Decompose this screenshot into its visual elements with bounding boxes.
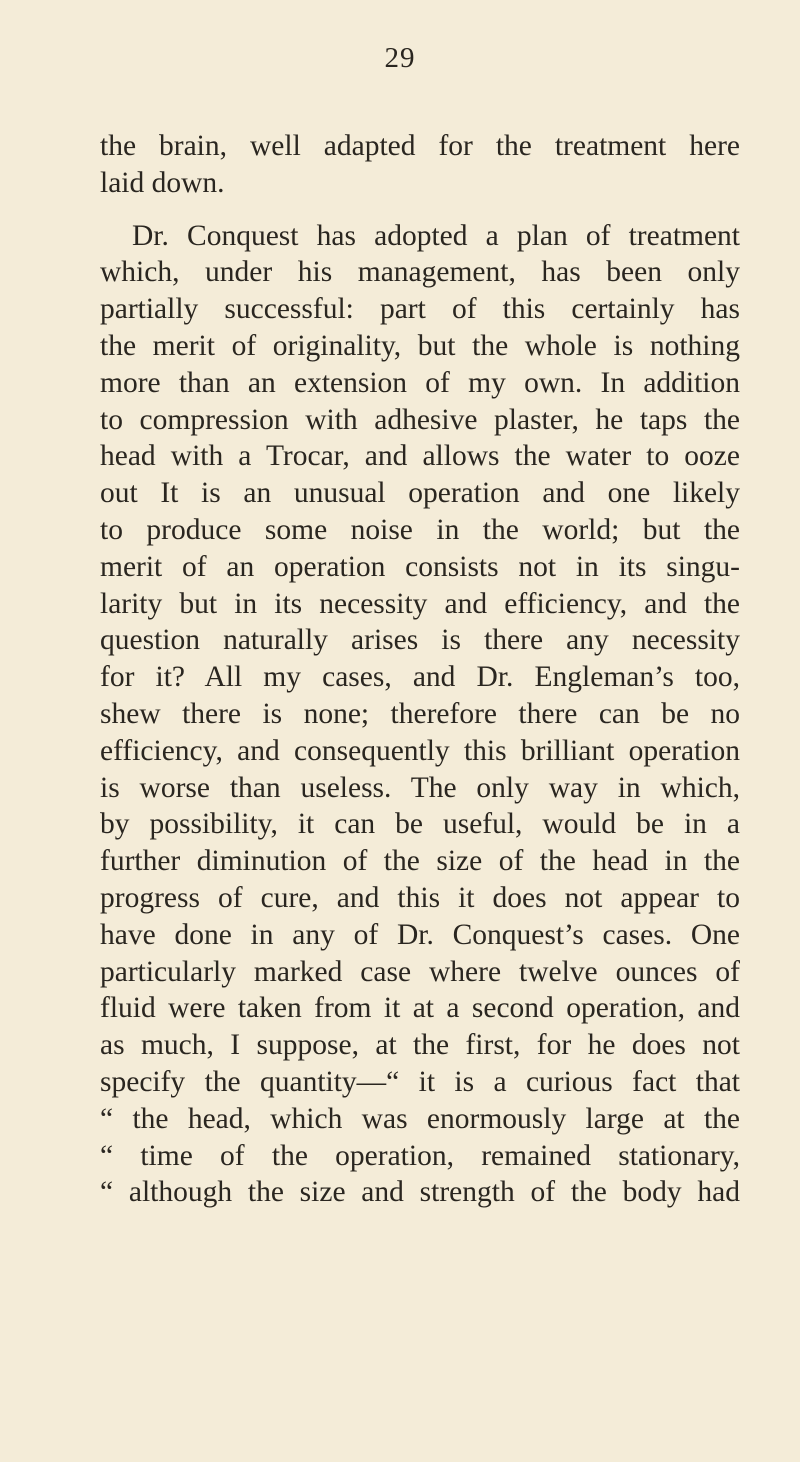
- text-line: as much, I suppose, at the first, for he does not: [100, 1029, 740, 1062]
- text-line: by possibility, it can be useful, would be in a: [100, 808, 740, 841]
- text-line: have done in any of Dr. Conquest’s cases. One: [100, 918, 740, 951]
- text-line: for it? All my cases, and Dr. Engleman’s too,: [100, 661, 740, 694]
- paragraph: [100, 128, 740, 202]
- paragraph: [100, 218, 740, 1212]
- text-line: the merit of originality, but the whole is nothing: [100, 329, 740, 362]
- text-line: larity but in its necessity and efficiency, and the: [100, 587, 740, 620]
- text-line: which, under his management, has been only: [100, 256, 740, 289]
- paragraph-gap: [100, 202, 740, 218]
- text-line: question naturally arises is there any necessity: [100, 624, 740, 657]
- text-line: merit of an operation consists not in its singu-: [100, 550, 740, 583]
- text-line: to compression with adhesive plaster, he taps the: [100, 403, 740, 436]
- text-line: fluid were taken from it at a second operation, and: [100, 992, 740, 1025]
- text-line: progress of cure, and this it does not appear to: [100, 881, 740, 914]
- text-line: “ the head, which was enormously large at the: [100, 1102, 740, 1135]
- text-line: to produce some noise in the world; but the: [100, 513, 740, 546]
- text-line: shew there is none; therefore there can be no: [100, 697, 740, 730]
- text-line: laid down.: [100, 166, 225, 199]
- text-line: “ time of the operation, remained stationary,: [100, 1139, 740, 1172]
- text-line: Dr. Conquest has adopted a plan of treatment: [132, 219, 740, 252]
- text-line: more than an extension of my own. In addition: [100, 366, 740, 399]
- text-line: out It is an unusual operation and one likely: [100, 477, 740, 510]
- text-line: “ although the size and strength of the body had: [100, 1176, 740, 1209]
- page-number: 29: [384, 42, 416, 74]
- text-line: particularly marked case where twelve ounces of: [100, 955, 740, 988]
- body-text: [100, 128, 740, 1211]
- text-line: is worse than useless. The only way in which,: [100, 771, 740, 804]
- text-line: partially successful: part of this certainly has: [100, 293, 740, 326]
- text-line: further diminution of the size of the head in the: [100, 845, 740, 878]
- text-line: head with a Trocar, and allows the water to ooze: [100, 440, 740, 473]
- text-line: specify the quantity—“ it is a curious fact that: [100, 1065, 740, 1098]
- text-line: efficiency, and consequently this brilliant operation: [100, 734, 740, 767]
- text-line: the brain, well adapted for the treatment here: [100, 130, 740, 162]
